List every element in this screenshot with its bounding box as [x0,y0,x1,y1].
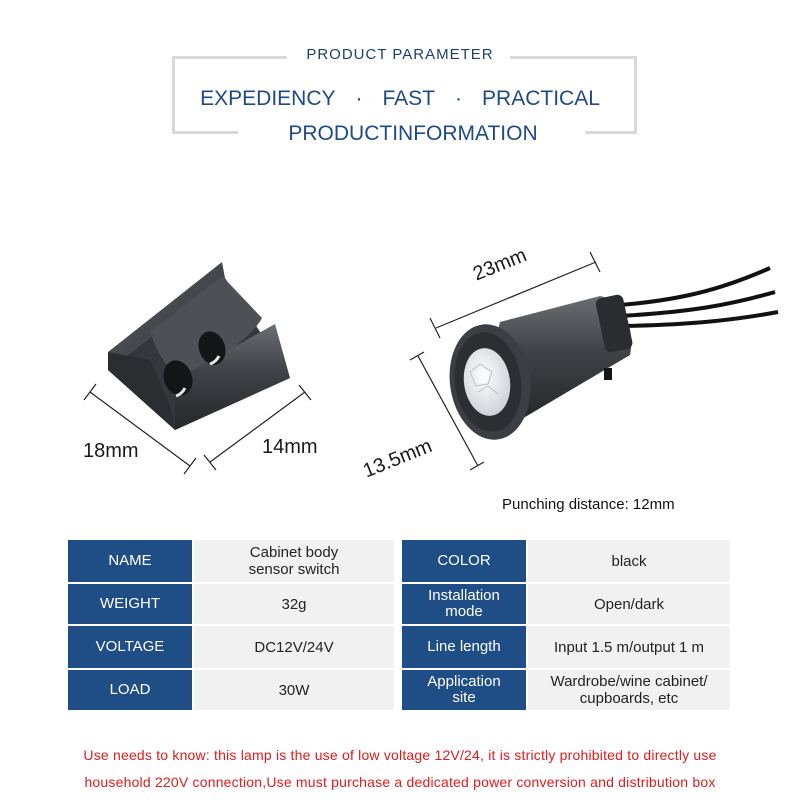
header-subtitle: PRODUCT PARAMETER [306,46,494,63]
table-value-load: 30W [194,670,394,710]
table-value-installation: Open/dark [528,584,730,624]
table-key-application: Application site [402,670,526,710]
section-title: PRODUCTINFORMATION [288,122,538,145]
slogan-fast: FAST [382,87,436,110]
slogan-separator: · [355,87,363,110]
slogan-practical: PRACTICAL [482,87,600,110]
table-key-name: NAME [68,540,192,582]
punching-distance: Punching distance: 12mm [502,496,675,513]
table-value-line-length: Input 1.5 m/output 1 m [528,626,730,668]
sensor-length-label: 23mm [470,244,530,286]
table-key-weight: WEIGHT [68,584,192,624]
clip-width-label: 14mm [262,436,318,458]
pir-sensor [442,294,633,445]
table-value-name: Cabinet body sensor switch [194,540,394,582]
table-key-load: LOAD [68,670,192,710]
table-value-application: Wardrobe/wine cabinet/ cupboards, etc [528,670,730,710]
mounting-clip [108,262,290,430]
table-key-color: COLOR [402,540,526,582]
table-key-line-length: Line length [402,626,526,668]
sensor-cables [620,268,778,326]
clip-length-label: 18mm [83,440,139,462]
warning-line-2: household 220V connection,Use must purchase a dedicated power conversion and distribution box [84,774,716,790]
table-value-weight: 32g [194,584,394,624]
table-value-color: black [528,540,730,582]
table-value-voltage: DC12V/24V [194,626,394,668]
table-key-voltage: VOLTAGE [68,626,192,668]
table-key-installation: Installation mode [402,584,526,624]
slogan-expediency: EXPEDIENCY [200,87,336,110]
sensor-height-label: 13.5mm [360,434,436,483]
warning-line-1: Use needs to know: this lamp is the use of low voltage 12V/24, it is strictly prohibited to directly use [83,747,717,763]
slogan-separator: · [455,87,463,110]
